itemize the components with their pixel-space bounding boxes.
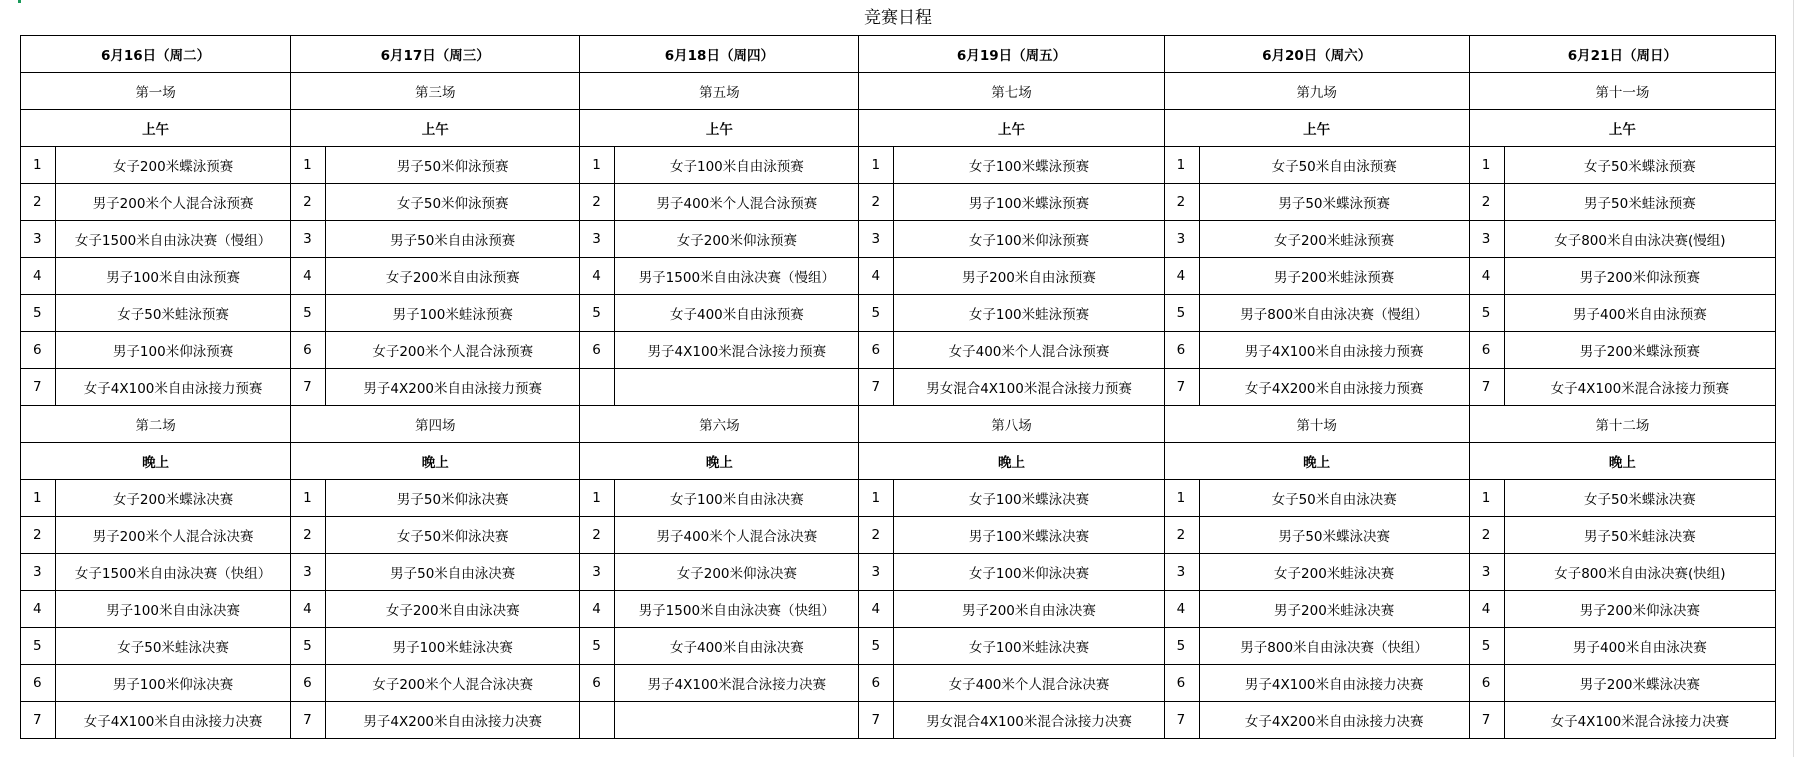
event-name: 男子200米个人混合泳决赛: [56, 517, 291, 554]
day-header: 6月20日（周六）: [1164, 36, 1469, 73]
event-name: 女子200米个人混合泳预赛: [326, 332, 580, 369]
event-number: 1: [21, 480, 56, 517]
event-number: 2: [291, 517, 326, 554]
event-number: 3: [21, 221, 56, 258]
event-name: 女子200米仰泳预赛: [615, 221, 859, 258]
event-name: 女子100米自由泳预赛: [615, 147, 859, 184]
event-number: 7: [1469, 702, 1504, 739]
event-number: 4: [1164, 258, 1199, 295]
event-row: [21, 147, 1776, 184]
event-number: 2: [1469, 517, 1504, 554]
event-name: 女子200米蝶泳决赛: [56, 480, 291, 517]
day-header: 6月17日（周三）: [291, 36, 580, 73]
event-row: [21, 295, 1776, 332]
event-number: 5: [291, 295, 326, 332]
session-label: 第四场: [291, 406, 580, 443]
event-name: 男子200米蛙泳决赛: [1199, 591, 1469, 628]
event-number: 7: [1164, 369, 1199, 406]
event-number: 7: [1164, 702, 1199, 739]
event-number: 4: [21, 591, 56, 628]
event-number: 2: [21, 517, 56, 554]
day-header: 6月18日（周四）: [580, 36, 859, 73]
session-label: 第十场: [1164, 406, 1469, 443]
event-number: 1: [291, 147, 326, 184]
event-name: 男子50米仰泳预赛: [326, 147, 580, 184]
event-name: 男子100米自由泳决赛: [56, 591, 291, 628]
event-name: [615, 702, 859, 739]
event-number: 2: [1469, 184, 1504, 221]
event-number: 5: [859, 628, 894, 665]
event-number: 6: [1469, 665, 1504, 702]
event-name: 男子4X100米混合泳接力决赛: [615, 665, 859, 702]
event-name: 女子100米蝶泳决赛: [894, 480, 1164, 517]
event-name: 女子4X100米自由泳接力预赛: [56, 369, 291, 406]
session-label: 第二场: [21, 406, 291, 443]
event-name: 男子4X100米自由泳接力预赛: [1199, 332, 1469, 369]
event-name: 男子200米仰泳预赛: [1504, 258, 1775, 295]
session-label: 第七场: [859, 73, 1164, 110]
event-row: [21, 258, 1776, 295]
event-name: 男子100米蝶泳决赛: [894, 517, 1164, 554]
event-number: 4: [1469, 258, 1504, 295]
event-name: 女子100米仰泳决赛: [894, 554, 1164, 591]
period-label: 晚上: [1469, 443, 1775, 480]
event-name: 男子200米个人混合泳预赛: [56, 184, 291, 221]
event-number: 2: [1164, 184, 1199, 221]
event-row: [21, 591, 1776, 628]
event-name: 女子400米个人混合泳决赛: [894, 665, 1164, 702]
event-number: 5: [1469, 628, 1504, 665]
event-name: 男子100米蝶泳预赛: [894, 184, 1164, 221]
event-number: 3: [1164, 554, 1199, 591]
event-row: [21, 480, 1776, 517]
event-name: 男女混合4X100米混合泳接力预赛: [894, 369, 1164, 406]
event-number: 2: [21, 184, 56, 221]
event-name: 女子100米蛙泳预赛: [894, 295, 1164, 332]
period-row: [21, 110, 1776, 147]
event-number: 4: [859, 258, 894, 295]
event-name: 女子200米蛙泳决赛: [1199, 554, 1469, 591]
event-number: 6: [21, 665, 56, 702]
session-label: 第九场: [1164, 73, 1469, 110]
event-row: [21, 665, 1776, 702]
event-number: 6: [1164, 332, 1199, 369]
event-name: 男子4X100米自由泳接力决赛: [1199, 665, 1469, 702]
event-name: 男子4X200米自由泳接力预赛: [326, 369, 580, 406]
event-number: 2: [580, 517, 615, 554]
event-name: 男女混合4X100米混合泳接力决赛: [894, 702, 1164, 739]
event-name: 女子4X100米混合泳接力决赛: [1504, 702, 1775, 739]
event-name: 女子50米仰泳预赛: [326, 184, 580, 221]
event-number: 2: [1164, 517, 1199, 554]
event-number: 7: [21, 369, 56, 406]
event-number: 6: [580, 665, 615, 702]
event-name: [615, 369, 859, 406]
event-name: 女子800米自由泳决赛(慢组): [1504, 221, 1775, 258]
event-number: 6: [291, 665, 326, 702]
period-label: 晚上: [580, 443, 859, 480]
event-name: 男子4X100米混合泳接力预赛: [615, 332, 859, 369]
event-number: 7: [859, 369, 894, 406]
period-row: [21, 443, 1776, 480]
event-name: 男子1500米自由泳决赛（快组）: [615, 591, 859, 628]
event-name: 女子200米自由泳决赛: [326, 591, 580, 628]
event-number: 1: [1164, 147, 1199, 184]
event-name: 男子50米蝶泳决赛: [1199, 517, 1469, 554]
event-name: 女子50米蛙泳预赛: [56, 295, 291, 332]
event-name: 女子200米个人混合泳决赛: [326, 665, 580, 702]
date-header-row: [21, 36, 1776, 73]
event-number: [580, 702, 615, 739]
event-name: 女子200米蛙泳预赛: [1199, 221, 1469, 258]
period-label: 晚上: [1164, 443, 1469, 480]
event-name: 男子200米自由泳预赛: [894, 258, 1164, 295]
event-name: 男子50米自由泳决赛: [326, 554, 580, 591]
event-name: 男子50米自由泳预赛: [326, 221, 580, 258]
event-number: 7: [21, 702, 56, 739]
event-number: 7: [1469, 369, 1504, 406]
session-label: 第六场: [580, 406, 859, 443]
event-name: 男子400米自由泳预赛: [1504, 295, 1775, 332]
event-number: 1: [859, 480, 894, 517]
event-name: 女子100米蝶泳预赛: [894, 147, 1164, 184]
event-number: 5: [580, 628, 615, 665]
event-number: 5: [580, 295, 615, 332]
event-number: 4: [859, 591, 894, 628]
event-number: 5: [291, 628, 326, 665]
event-name: 男子800米自由泳决赛（慢组）: [1199, 295, 1469, 332]
event-number: 1: [580, 147, 615, 184]
event-name: 女子4X200米自由泳接力预赛: [1199, 369, 1469, 406]
event-name: 男子100米蛙泳预赛: [326, 295, 580, 332]
event-number: 3: [21, 554, 56, 591]
day-header: 6月19日（周五）: [859, 36, 1164, 73]
event-number: 3: [291, 554, 326, 591]
event-name: 男子4X200米自由泳接力决赛: [326, 702, 580, 739]
event-name: 男子400米个人混合泳决赛: [615, 517, 859, 554]
event-number: 6: [21, 332, 56, 369]
event-number: 3: [580, 221, 615, 258]
event-name: 女子400米自由泳决赛: [615, 628, 859, 665]
event-number: 4: [580, 591, 615, 628]
event-name: 男子200米仰泳决赛: [1504, 591, 1775, 628]
event-number: 2: [859, 517, 894, 554]
event-name: 女子1500米自由泳决赛（快组）: [56, 554, 291, 591]
period-label: 晚上: [291, 443, 580, 480]
event-name: 女子4X100米自由泳接力决赛: [56, 702, 291, 739]
event-name: 女子1500米自由泳决赛（慢组）: [56, 221, 291, 258]
event-number: 1: [580, 480, 615, 517]
event-row: [21, 184, 1776, 221]
session-label: 第十一场: [1469, 73, 1775, 110]
event-row: [21, 221, 1776, 258]
event-number: 6: [1469, 332, 1504, 369]
event-number: 1: [21, 147, 56, 184]
event-number: 3: [1469, 221, 1504, 258]
event-name: 男子50米蛙泳预赛: [1504, 184, 1775, 221]
event-name: 女子200米自由泳预赛: [326, 258, 580, 295]
event-name: 男子100米仰泳预赛: [56, 332, 291, 369]
event-name: 男子100米仰泳决赛: [56, 665, 291, 702]
event-name: 男子100米蛙泳决赛: [326, 628, 580, 665]
event-number: 5: [1469, 295, 1504, 332]
event-number: 7: [859, 702, 894, 739]
event-number: 5: [859, 295, 894, 332]
event-number: 6: [859, 665, 894, 702]
event-number: 1: [859, 147, 894, 184]
event-name: 女子50米仰泳决赛: [326, 517, 580, 554]
event-number: 7: [291, 369, 326, 406]
event-name: 女子800米自由泳决赛(快组): [1504, 554, 1775, 591]
schedule-table: [20, 35, 1776, 739]
event-number: 6: [1164, 665, 1199, 702]
event-number: 4: [580, 258, 615, 295]
event-name: 男子200米蝶泳预赛: [1504, 332, 1775, 369]
day-header: 6月21日（周日）: [1469, 36, 1775, 73]
event-number: 1: [1164, 480, 1199, 517]
event-number: 6: [859, 332, 894, 369]
event-name: 男子50米仰泳决赛: [326, 480, 580, 517]
event-number: 5: [21, 295, 56, 332]
event-name: 女子4X100米混合泳接力预赛: [1504, 369, 1775, 406]
corner-marker: [18, 0, 21, 3]
event-row: [21, 554, 1776, 591]
event-number: 4: [291, 591, 326, 628]
event-name: 男子100米自由泳预赛: [56, 258, 291, 295]
event-row: [21, 702, 1776, 739]
event-name: 男子50米蝶泳预赛: [1199, 184, 1469, 221]
event-name: 男子200米蛙泳预赛: [1199, 258, 1469, 295]
event-name: 女子400米自由泳预赛: [615, 295, 859, 332]
event-name: 男子200米自由泳决赛: [894, 591, 1164, 628]
event-name: 女子100米自由泳决赛: [615, 480, 859, 517]
period-label: 晚上: [21, 443, 291, 480]
event-name: 女子50米自由泳预赛: [1199, 147, 1469, 184]
period-label: 上午: [1164, 110, 1469, 147]
event-number: 3: [291, 221, 326, 258]
period-label: 上午: [859, 110, 1164, 147]
event-name: 男子400米自由泳决赛: [1504, 628, 1775, 665]
event-name: 男子50米蛙泳决赛: [1504, 517, 1775, 554]
session-label: 第一场: [21, 73, 291, 110]
event-number: 4: [1469, 591, 1504, 628]
event-name: 女子400米个人混合泳预赛: [894, 332, 1164, 369]
event-name: 男子400米个人混合泳预赛: [615, 184, 859, 221]
event-row: [21, 517, 1776, 554]
event-name: 男子800米自由泳决赛（快组）: [1199, 628, 1469, 665]
event-name: 女子100米仰泳预赛: [894, 221, 1164, 258]
event-name: 女子50米自由泳决赛: [1199, 480, 1469, 517]
page-edge: [1793, 0, 1794, 757]
session-label: 第八场: [859, 406, 1164, 443]
event-row: [21, 332, 1776, 369]
event-number: 5: [21, 628, 56, 665]
event-number: 4: [1164, 591, 1199, 628]
event-name: 女子200米仰泳决赛: [615, 554, 859, 591]
event-row: [21, 369, 1776, 406]
event-number: 2: [859, 184, 894, 221]
period-label: 上午: [1469, 110, 1775, 147]
event-number: [580, 369, 615, 406]
event-number: 3: [1164, 221, 1199, 258]
session-label: 第十二场: [1469, 406, 1775, 443]
event-number: 2: [291, 184, 326, 221]
event-number: 6: [291, 332, 326, 369]
event-number: 4: [21, 258, 56, 295]
session-label: 第三场: [291, 73, 580, 110]
event-number: 3: [859, 554, 894, 591]
event-name: 女子50米蛙泳决赛: [56, 628, 291, 665]
event-number: 3: [859, 221, 894, 258]
day-header: 6月16日（周二）: [21, 36, 291, 73]
event-number: 6: [580, 332, 615, 369]
event-name: 女子100米蛙泳决赛: [894, 628, 1164, 665]
event-number: 7: [291, 702, 326, 739]
event-number: 3: [580, 554, 615, 591]
event-number: 1: [1469, 480, 1504, 517]
event-name: 女子200米蝶泳预赛: [56, 147, 291, 184]
period-label: 晚上: [859, 443, 1164, 480]
event-number: 4: [291, 258, 326, 295]
page-title: 竞赛日程: [864, 8, 932, 28]
event-name: 女子50米蝶泳决赛: [1504, 480, 1775, 517]
event-number: 5: [1164, 295, 1199, 332]
event-number: 1: [291, 480, 326, 517]
event-name: 男子1500米自由泳决赛（慢组）: [615, 258, 859, 295]
period-label: 上午: [580, 110, 859, 147]
event-number: 2: [580, 184, 615, 221]
period-label: 上午: [21, 110, 291, 147]
event-number: 5: [1164, 628, 1199, 665]
event-name: 女子50米蝶泳预赛: [1504, 147, 1775, 184]
event-name: 女子4X200米自由泳接力决赛: [1199, 702, 1469, 739]
session-row: [21, 406, 1776, 443]
session-label: 第五场: [580, 73, 859, 110]
period-label: 上午: [291, 110, 580, 147]
event-number: 1: [1469, 147, 1504, 184]
event-name: 男子200米蝶泳决赛: [1504, 665, 1775, 702]
event-row: [21, 628, 1776, 665]
session-row: [21, 73, 1776, 110]
event-number: 3: [1469, 554, 1504, 591]
